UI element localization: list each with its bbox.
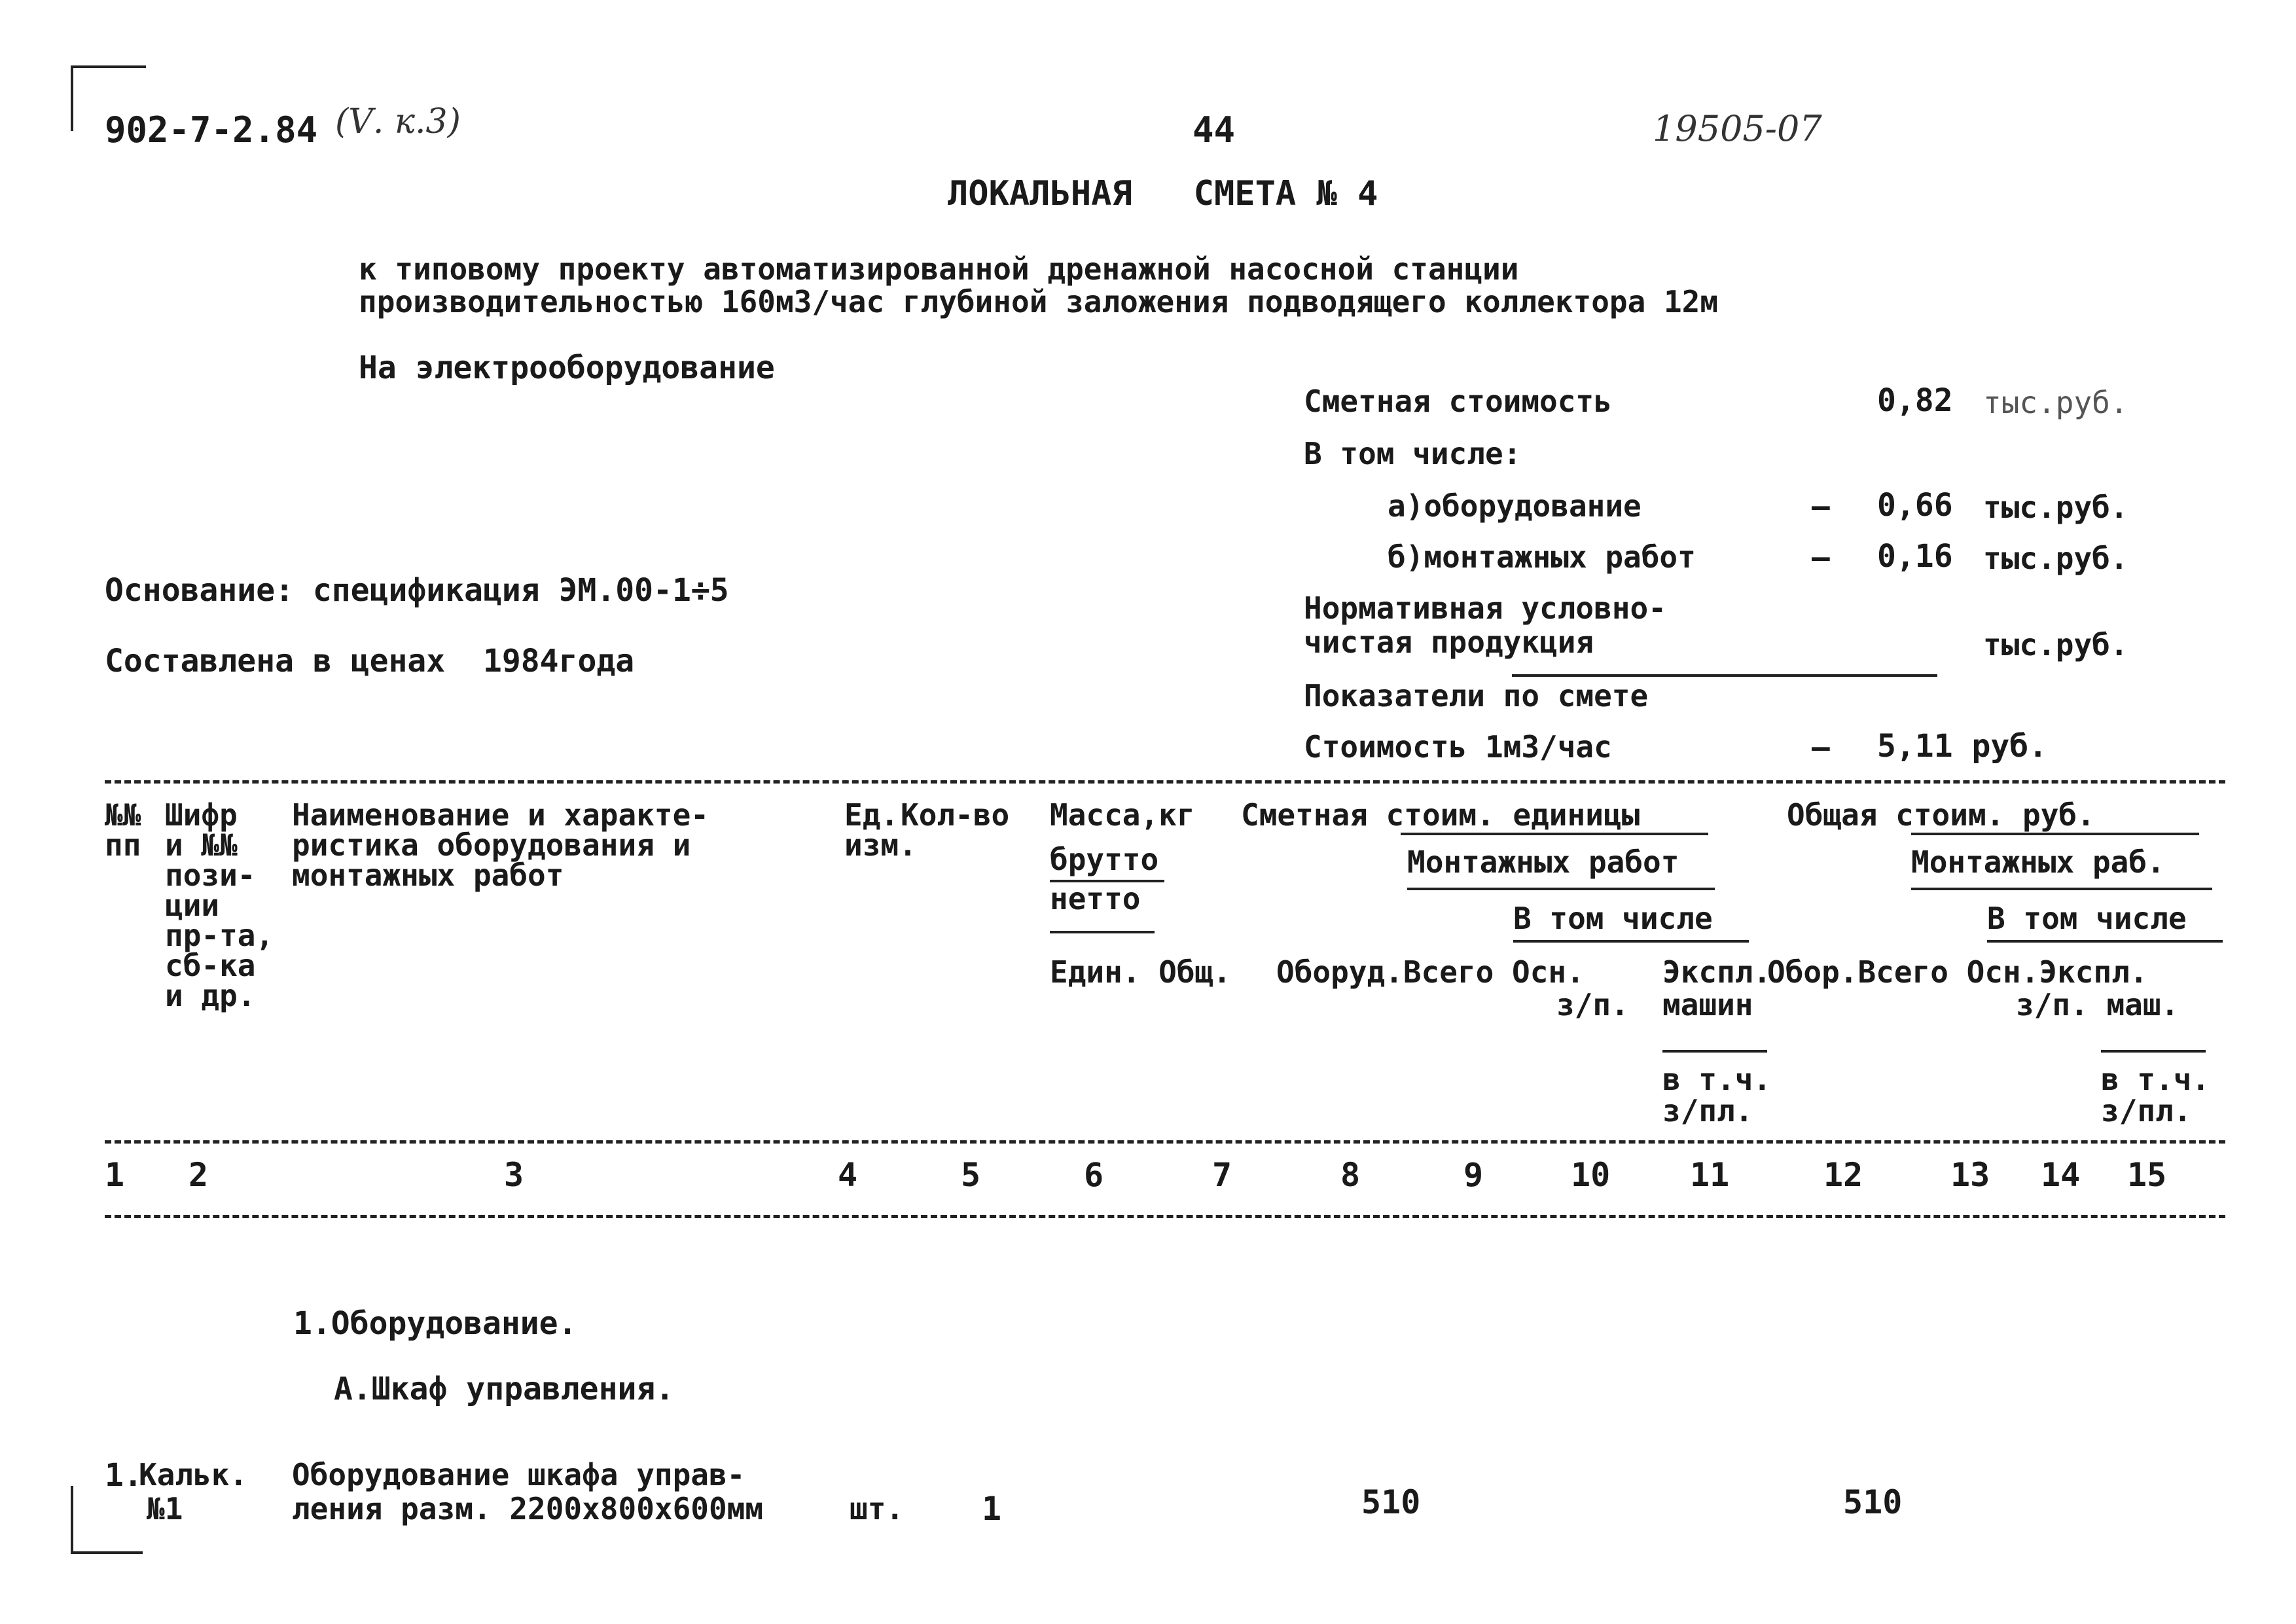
summary-per-unit-value: 5,11 руб. — [1877, 728, 2048, 765]
summary-install-value: 0,16 — [1877, 538, 1953, 575]
unit-exploit-header: Экспл. — [1662, 954, 1772, 990]
normative-underline — [1512, 674, 1937, 677]
colnum-15: 15 — [2127, 1156, 2167, 1194]
unit-cost-underline — [1401, 833, 1708, 835]
col2-header-l3: пози- — [165, 857, 256, 893]
total-cost-underline — [1911, 833, 2199, 835]
column-numbers-bottom-rule — [105, 1215, 2225, 1218]
row1-code-l2: №1 — [147, 1491, 183, 1526]
unit-incl-header: В том числе — [1513, 901, 1713, 936]
page-number: 44 — [1193, 109, 1236, 151]
column-numbers-top-rule — [105, 1140, 2225, 1144]
col2-header-l4: ции — [165, 888, 220, 923]
summary-normative-line-2: чистая продукция — [1304, 624, 1594, 660]
summary-equipment-dash: – — [1812, 488, 1830, 524]
colnum-14: 14 — [2041, 1156, 2081, 1194]
colnum-13: 13 — [1950, 1156, 1990, 1194]
total-incl-zp-b: з/пл. — [2101, 1093, 2192, 1128]
row1-unit: шт. — [850, 1491, 905, 1526]
col4-header-l1: Ед. — [844, 797, 899, 833]
summary-equipment-value: 0,66 — [1877, 487, 1953, 524]
row1-name-l1: Оборудование шкафа управ- — [292, 1457, 745, 1492]
corner-mark-bottom-left-v — [71, 1486, 73, 1551]
total-incl-zp-a: в т.ч. — [2101, 1062, 2210, 1097]
colnum-6: 6 — [1084, 1156, 1104, 1194]
colnum-2: 2 — [188, 1156, 209, 1194]
document-code-note: (Ⅴ. к.3) — [335, 102, 461, 141]
unit-incl-zp-rule — [1662, 1050, 1767, 1053]
colnum-7: 7 — [1212, 1156, 1232, 1194]
basis-text: Основание: спецификация ЭМ.00-1÷5 — [105, 572, 729, 609]
total-incl-header: В том числе — [1987, 901, 2187, 936]
total-zp-sub-header: з/п. маш. — [2016, 987, 2179, 1022]
colnum-12: 12 — [1823, 1156, 1863, 1194]
summary-indicators-label: Показатели по смете — [1304, 678, 1649, 713]
total-cost-header: Общая стоим. руб. — [1787, 797, 2095, 833]
col2-header-l1: Шифр — [165, 797, 238, 833]
row1-equipment-total: 510 — [1843, 1483, 1903, 1521]
summary-cost-unit: тыс.руб. — [1983, 385, 2128, 420]
col2-header-l7: и др. — [165, 978, 256, 1013]
summary-including-label: В том числе: — [1304, 436, 1522, 471]
document-title: ЛОКАЛЬНАЯ СМЕТА № 4 — [948, 174, 1378, 213]
summary-cost-label: Сметная стоимость — [1304, 384, 1612, 419]
mass-sub-header: Един. Общ. — [1050, 954, 1231, 990]
row1-name-l2: ления разм. 2200х800х600мм — [292, 1491, 764, 1526]
summary-install-dash: – — [1812, 539, 1830, 575]
colnum-4: 4 — [838, 1156, 858, 1194]
summary-equipment-label: а)оборудование — [1388, 488, 1641, 524]
summary-normative-unit: тыс.руб. — [1983, 627, 2128, 662]
row1-code-l1: Кальк. — [139, 1457, 248, 1492]
unit-cost-sub-header: Оборуд.Всего Осн. — [1276, 954, 1585, 990]
row1-equipment-unit-cost: 510 — [1361, 1483, 1421, 1521]
total-incl-underline — [1987, 940, 2223, 943]
summary-cost-value: 0,82 — [1877, 382, 1953, 419]
col1-header-l2: пп — [105, 827, 141, 863]
netto-header: нетто — [1050, 881, 1141, 916]
unit-incl-zp-a: в т.ч. — [1662, 1062, 1772, 1097]
total-cost-sub-header: Обор.Всего Осн.Экспл. — [1767, 954, 2148, 990]
unit-cost-header: Сметная стоим. единицы — [1241, 797, 1640, 833]
unit-install-underline — [1407, 888, 1715, 890]
unit-incl-underline — [1513, 940, 1749, 943]
corner-mark-top-left-v — [71, 65, 73, 131]
col3-header-l1: Наименование и характе- — [292, 797, 709, 833]
corner-mark-bottom-left-h — [71, 1551, 143, 1554]
colnum-1: 1 — [105, 1156, 125, 1194]
total-incl-zp-rule — [2101, 1050, 2206, 1053]
subtitle-line-2: производительностью 160м3/час глубиной заложения подводящего коллектора 12м — [359, 284, 1719, 319]
colnum-5: 5 — [961, 1156, 981, 1194]
summary-per-unit-dash: – — [1812, 729, 1830, 765]
summary-normative-line-1: Нормативная условно- — [1304, 590, 1666, 626]
total-install-header: Монтажных раб. — [1911, 844, 2165, 880]
brutto-header: брутто — [1050, 842, 1159, 877]
col1-header-l1: №№ — [105, 797, 141, 833]
subsection-heading: А.Шкаф управления. — [334, 1371, 675, 1407]
prices-text: Составлена в ценах 1984года — [105, 643, 635, 679]
col5-header: Кол-во — [901, 797, 1010, 833]
section-heading: 1.Оборудование. — [293, 1305, 577, 1342]
row1-quantity: 1 — [982, 1490, 1002, 1528]
col2-header-l6: сб-ка — [165, 948, 256, 983]
unit-install-header: Монтажных работ — [1407, 844, 1679, 880]
summary-per-unit-label: Стоимость 1м3/час — [1304, 729, 1612, 765]
summary-install-unit: тыс.руб. — [1983, 541, 2128, 576]
table-top-rule — [105, 780, 2225, 784]
corner-mark-top-left-h — [71, 65, 146, 68]
colnum-3: 3 — [504, 1156, 524, 1194]
colnum-10: 10 — [1571, 1156, 1611, 1194]
total-install-underline — [1911, 888, 2212, 890]
reference-number: 19505-07 — [1653, 108, 1822, 149]
document-code: 902-7-2.84 — [105, 109, 318, 151]
col2-header-l2: и №№ — [165, 827, 238, 863]
subtitle-line-1: к типовому проекту автоматизированной дренажной насосной станции — [359, 251, 1519, 287]
unit-zp-header: з/п. — [1556, 987, 1629, 1022]
col4-header-l2: изм. — [844, 827, 917, 863]
colnum-8: 8 — [1340, 1156, 1361, 1194]
mass-header: Масса,кг — [1050, 797, 1195, 833]
colnum-11: 11 — [1690, 1156, 1730, 1194]
col3-header-l2: ристика оборудования и — [292, 827, 691, 863]
summary-equipment-unit: тыс.руб. — [1983, 490, 2128, 525]
col2-header-l5: пр-та, — [165, 918, 274, 953]
summary-install-label: б)монтажных работ — [1388, 539, 1696, 575]
netto-underline — [1050, 931, 1155, 933]
unit-machines-header: машин — [1662, 987, 1753, 1022]
col3-header-l3: монтажных работ — [292, 857, 564, 893]
row1-number: 1. — [105, 1457, 143, 1494]
unit-incl-zp-b: з/пл. — [1662, 1093, 1753, 1128]
colnum-9: 9 — [1463, 1156, 1484, 1194]
estimate-object: На электрооборудование — [359, 350, 775, 386]
